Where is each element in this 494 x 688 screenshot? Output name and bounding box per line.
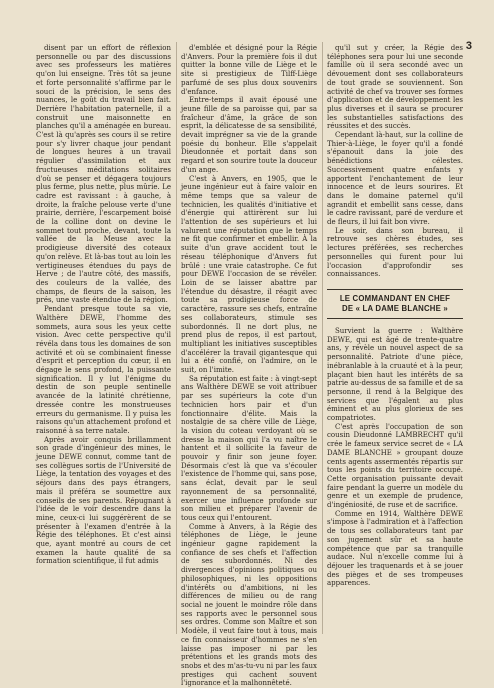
paragraph: Sa réputation est faite : à vingt-sept ans Walthère DEWE se voit attribuer par ses supérieurs la cote d'un technicien hors pair et d'un fonctionnaire d'élite. Mais la nostalgie de sa chère ville de Liège, la vision du coteau verdoyant où se dresse la maison qui l'a vu naître le hantent et il sollicite la faveur de pouvoir y finir son jeune foyer. Désormais c'est là que va s'écouler l'existence de l'homme qui, sans pose, sans éclat, devait par le seul rayonnement de sa personnalité, exercer une influence profonde sur son milieu et préparer l'avenir de tous ceux qui l'entourent.: [181, 374, 317, 522]
section-heading-line: DE « LA DAME BLANCHE »: [342, 303, 448, 313]
paragraph: Le soir, dans son bureau, il retrouve ses chères études, ses lectures préférées, ses recherches personnelles qui furent pour lui l'occasion d'approfondir ses connaissances.: [327, 226, 463, 279]
paragraph: Entre-temps il avait épousé une jeune fille de sa paroisse qui, par sa fraîcheur d'âme, la grâce de son esprit, la délicatesse de sa sensibilité, devait imprégner sa vie de la grande poésie du bonheur. Elle s'appelait Dieudonnée et portait dans son regard et son sourire toute la douceur d'un ange.: [181, 96, 318, 174]
text-column-2: [181, 44, 318, 688]
paragraph: Après avoir conquis brillamment son grade d'ingénieur des mines, le jeune DEWE connut, comme tant de ses collègues sortis de l'Université de Liège, la tentation des voyages et des séjours dans des pays étrangers, mais il préféra se soumettre aux conseils de ses parents. Répugnant à l'idée de le voir descendre dans la mine, ceux-ci lui suggérèrent de se présenter à l'examen d'entrée à la Régie des téléphones. Et c'est ainsi que, ayant montré au cours de cet examen la haute qualité de sa formation scientifique, il fut admis: [36, 435, 171, 566]
paragraph: Comme à Anvers, à la Régie des téléphones de Liège, le jeune ingénieur gagne rapidement la confiance de ses chefs et l'affection de ses subordonnés. Ni des divergences d'opinions politiques ou philosophiques, ni les oppositions d'intérêts ou d'ambitions, ni les différences de milieu ou de rang social ne jouent le moindre rôle dans ses rapports avec le personnel sous ses ordres. Comme son Maître et son Modèle, il veut faire tout à tous, mais ce fin connaisseur d'hommes ne s'en laisse pas imposer ni par les prétentions et les grands mots des snobs et des m'as-tu-vu ni par les faux prestiges qui cachent souvent l'ignorance et la malhonnêteté.: [181, 522, 317, 688]
paragraph: Survient la guerre : Walthère DEWE, qui est âgé de trente-quatre ans, y révèle un nouvel aspect de sa personnalité. Patriote d'une pièce, inébranlable à la cruauté et à la peur, plaçant bien haut les intérêts de sa patrie au-dessus de sa famille et de sa personne, il rend à la Belgique des services que l'égalent au plus éminent et au plus glorieux de ses compatriotes.: [327, 326, 463, 423]
paragraph: C'est à Anvers, en 1905, que le jeune ingénieur eut à faire valoir en même temps que sa valeur de technicien, les qualités d'initiative et d'énergie qui attirèrent sur lui l'attention de ses supérieurs et lui valurent une réputation que le temps ne fit que confirmer et embellir. À la suite d'un grave accident tout le réseau téléphonique d'Anvers fut brûlé : une vraie catastrophe. Ce fut pour DEWE l'occasion de se révéler. Loin de se laisser abattre par l'étendue du désastre, il réagit avec toute sa prodigieuse force de caractère, rassure ses chefs, entraîne ses collaborateurs, stimule ses subordonnés. Il ne dort plus, ne prend plus de repos, il est partout, multipliant les initiatives susceptibles d'accélérer la travail gigantesque qui lui a été confié, on l'admire, on le suit, on l'imite.: [181, 174, 317, 375]
paragraph: qu'il sut y créer, la Régie des téléphones sera pour lui une seconde famille où il sera secondé avec un dévouement dont ses collaborateurs de tout grade se souviennent. Son activité de chef va trouver ses formes d'application et de développement les plus diverses et il saura se procurer les substantielles satisfactions des réussites et des succès.: [327, 44, 463, 131]
column-divider: [322, 42, 323, 634]
paragraph: Comme en 1914, Walthère DEWE s'impose à l'admiration et à l'affection de tous ses collaborateurs tant par son jugement sûr et sa haute compétence que par sa tranquille audace. Nul n'excelle comme lui à déjouer les traquenards et à se jouer des pièges et de ses trompeuses apparences.: [327, 509, 463, 588]
section-heading: [327, 289, 463, 319]
paragraph: C'est après l'occupation de son cousin Dieudonné LAMBRECHT qu'il crée le fameux service secret de « LA DAME BLANCHE » groupant douze cents agents assermentés répartis sur tous les points du territoire occupé. Cette organisation puissante devait faire pendant la guerre un modèle du genre et un exemple de prudence, d'ingéniosité, de ruse et de sacrifice.: [327, 422, 463, 510]
column-divider: [176, 42, 177, 634]
paragraph: disent par un effort de réflexion personnelle ou par des discussions avec ses professeurs les matières qu'on lui enseigne. Très tôt sa jeune et forte personnalité s'affirme par le souci de la précision, le sens des nuances, le goût du travail bien fait. Derrière l'habitation paternelle, il a construit une maisonnette en planches qu'il a aménagée en bureau. C'est là qu'après ses cours il se retire pour s'y livrer chaque jour pendant de longues heures à un travail régulier d'assimilation et aux fructueuses méditations solitaires d'où se penser et dégagera toujours plus ferme, plus nette, plus mûrie. Le cadre est ravissant : à gauche, à droite, la fraîche pelouse verte d'une prairie, derrière, l'escarpement boisé de la colline dont on devine le sommet tout proche, devant, toute la vallée de la Meuse avec la prodigieuse diversité des coteaux qu'on relève. Et là-bas tout au loin les vertigineuses étendues du pays de Herve ; de l'autre côté, des massifs, des couleurs de la vallée, des champs, de fleurs de la saison, les prés, une vaste étendue de la région.: [36, 44, 171, 305]
text-column-1: [36, 44, 171, 636]
section-heading-line: LE COMMANDANT EN CHEF: [339, 293, 451, 303]
paragraph: Cependant là-haut, sur la colline de Thier-à-Liège, le foyer qu'il a fondé s'épanouit dans la joie des bénédictions célestes. Successivement quatre enfants y apportent l'enchantement de leur innocence et de leurs sourires. Et dans le domaine paternel qu'il agrandit et embellit sans cesse, dans le cadre ravissant, paré de verdure et de fleurs, il lui fait bon vivre.: [327, 131, 463, 227]
text-column-3: [327, 44, 463, 636]
page-number: 3: [465, 40, 472, 52]
paragraph: d'emblée et désigné pour la Régie d'Anvers. Pour la première fois il dut quitter la bonne ville de Liège et le site si prestigieux de Tilff-Liège parfumé de ses plus doux souvenirs d'enfance.: [181, 44, 317, 96]
paragraph: Pendant presque toute sa vie, Walthère DEWE, l'homme des sommets, aura sous les yeux cette vision. Avec cette perspective qu'il révéla dans tous les domaines de son activité et où se combinaient finesse d'esprit et perception du cœur, il en dégage le sens profond, la puissante signification. Il y lut l'énigme du destin de son peuple sentinelle avancée de la latinité chrétienne, dressée contre les monstrueuses erreurs du germanisme. Il y puisa les raisons qu'un attachement profond et raisonné à sa terre natale.: [36, 305, 171, 435]
